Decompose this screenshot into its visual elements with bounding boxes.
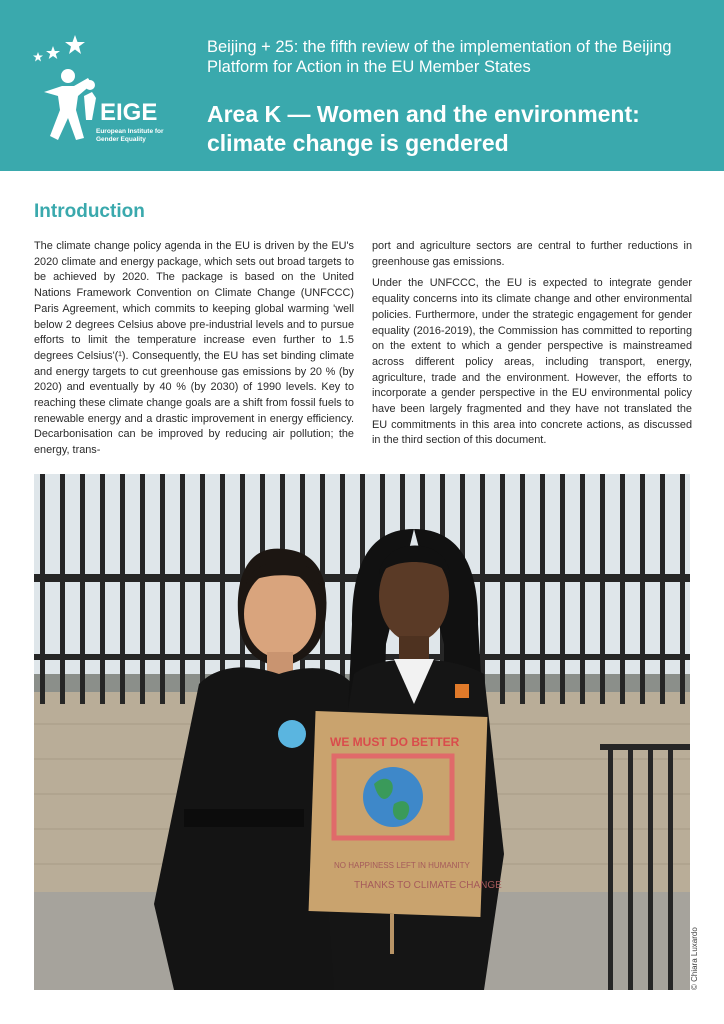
paragraph: port and agriculture sectors are central to further reductions in greenhouse gas emissions.: [372, 240, 692, 268]
header-banner: [0, 0, 724, 171]
sign-text-top: WE MUST DO BETTER: [330, 735, 460, 749]
paragraph: The climate change policy agenda in the EU is driven by the EU's 2020 climate and energy package, which sets out broad targets to be achieved by 2020. The package is based on the United Nations Framework Convention on Climate Change (UNFCCC) Paris Agreement, which commits to keeping global warming 'well below 2 degrees Celsius above pre-industrial levels and to pursue efforts to limit the temperature increase even further to 1.5 degrees Celsius'(¹). Consequently, the EU has set binding climate and energy targets to cut greenhouse gas emissions by 20 % (by 2020) and eventually by 40 % (by 2030) of 1990 levels. Key to reaching these climate change goals are a shift from fossil fuels to renewable energy and a drastic improvement in energy efficiency. Decarbonisation can be improved by reducing air pollution; the energy, trans-: [34, 240, 354, 457]
sign-text-bottom: THANKS TO CLIMATE CHANGE: [354, 880, 502, 891]
logo-wordmark: EIGE: [100, 99, 158, 126]
protest-photo: [34, 474, 690, 990]
photo-credit: © Chiara Luxardo: [690, 927, 699, 990]
photo-illustration: [34, 474, 690, 990]
star-icon: [33, 52, 43, 62]
section-heading: Introduction: [34, 201, 145, 222]
sign-text-middle: NO HAPPINESS LEFT IN HUMANITY: [334, 861, 470, 870]
page-title: Area K — Women and the environment: climate change is gendered: [207, 101, 640, 156]
star-icon: [46, 46, 60, 59]
paragraph: Under the UNFCCC, the EU is expected to integrate gender equality concerns into its climate change and other environmental policies. Furthermore, under the strategic engagement for gender equality (2016-2019), the Commission has committed to reporting on the extent to which a gender perspective is mainstreamed across different policy areas, including transport, energy, agriculture, trade and the environment. However, the efforts to incorporate a gender perspective in the EU environmental policy have been largely fragmented and they have not translated the EU commitments in this area into concrete actions, as discussed in the third section of this document.: [372, 277, 692, 447]
logo-institute-name: European Institute for Gender Equality: [96, 128, 164, 143]
star-icon: [65, 35, 85, 54]
text-column-right: [372, 239, 692, 455]
page-subtitle: Beijing + 25: the fifth review of the implementation of the Beijing Platform for Action in the EU Member States: [207, 38, 672, 76]
text-column-left: [34, 239, 354, 465]
